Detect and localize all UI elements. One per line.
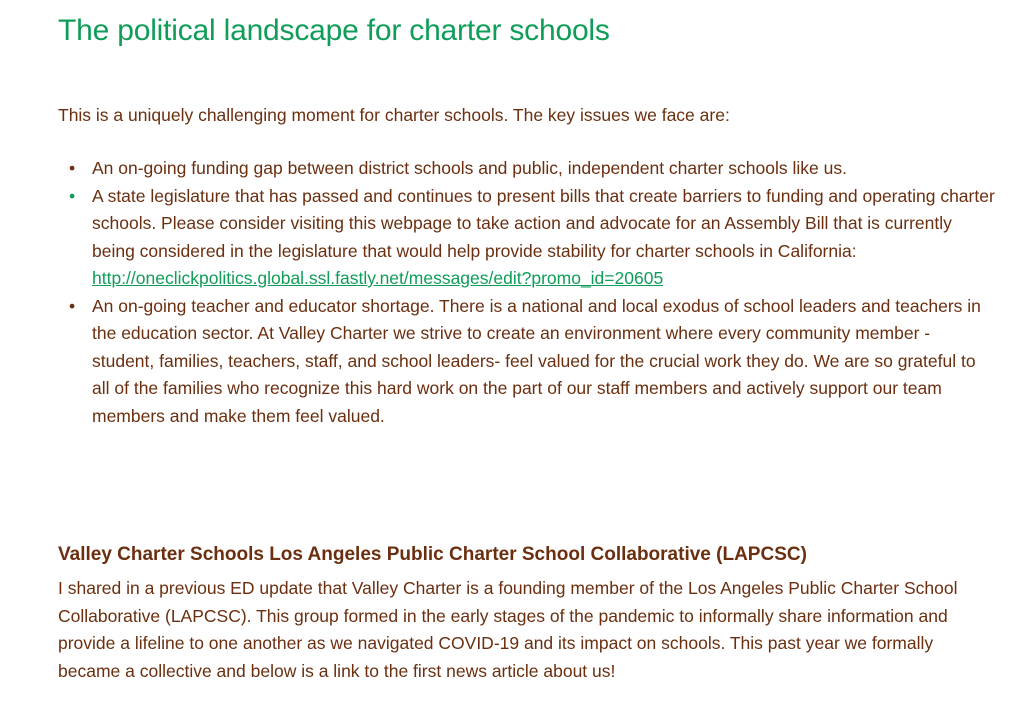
list-item — [69, 155, 997, 183]
advocacy-link[interactable]: http://oneclickpolitics.global.ssl.fastly.net/messages/edit?promo_id=20605 — [92, 268, 664, 288]
bullet-icon: • — [69, 158, 76, 178]
intro-paragraph: This is a uniquely challenging moment for charter schools. The key issues we face are: — [58, 105, 730, 125]
bullet-icon: • — [69, 185, 76, 206]
list-item — [69, 183, 997, 293]
bullet-icon: • — [69, 295, 76, 316]
section-heading: Valley Charter Schools Los Angeles Public Charter School Collaborative (LAPCSC) — [58, 544, 807, 565]
list-item-text: A state legislature that has passed and continues to present bills that create barriers to funding and operating charter schools. Please consider visiting this webpage to take action and advocate for an Assembly Bill that is currently being considered in the legislature that would help provide stability for charter schools in California: — [92, 185, 995, 261]
list-item-text: An on-going teacher and educator shortage. There is a national and local exodus of school leaders and teachers in the education sector. At Valley Charter we strive to create an environment where every community member - student, families, teachers, staff, and school leaders- feel valued for the crucial work they do. We are so grateful to all of the families who recognize this hard work on the part of our staff members and actively support our team members and make them feel valued. — [92, 295, 981, 426]
section-paragraph: I shared in a previous ED update that Valley Charter is a founding member of the Los Angeles Public Charter School Collaborative (LAPCSC). This group formed in the early stages of the pandemic to informally share information and provide a lifeline to one another as we navigated COVID-19 and its impact on schools. This past year we formally became a collective and below is a link to the first news article about us! — [58, 578, 958, 681]
list-item — [69, 293, 997, 431]
page-title: The political landscape for charter schools — [58, 14, 610, 47]
list-item-text: An on-going funding gap between district schools and public, independent charter schools like us. — [92, 158, 847, 178]
issues-list — [58, 155, 997, 430]
